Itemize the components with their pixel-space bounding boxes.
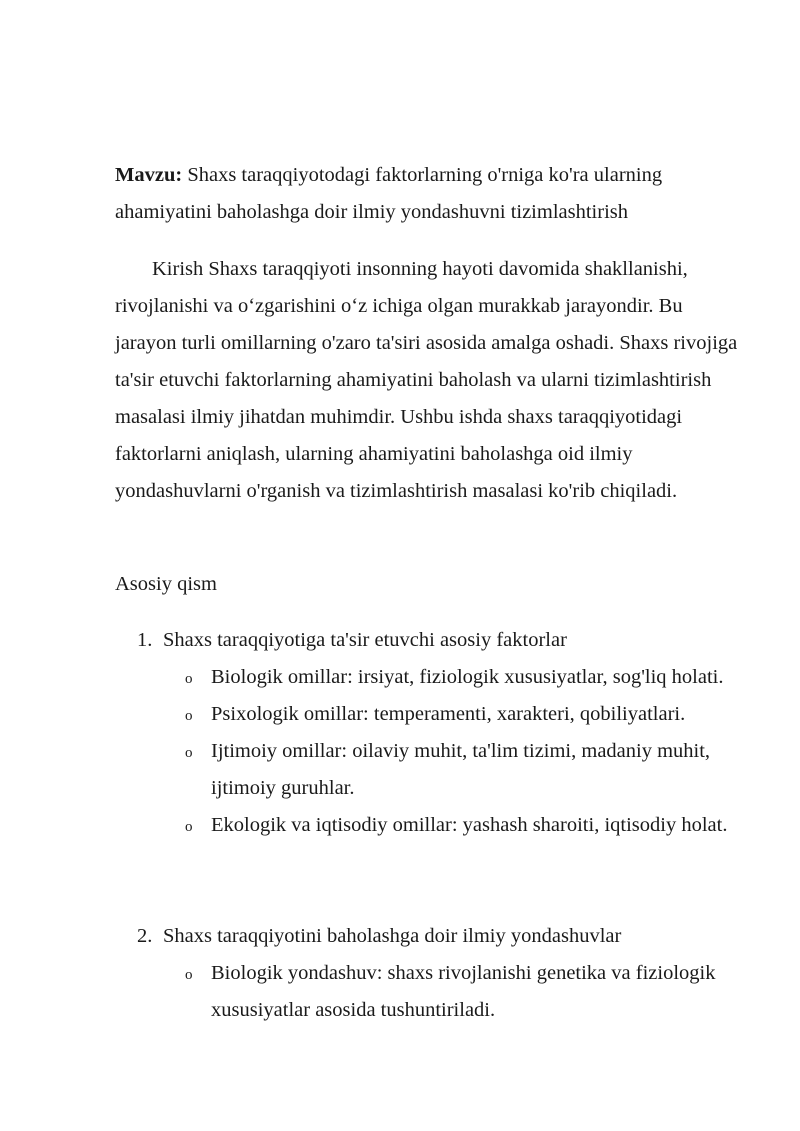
list-number: 2.: [137, 925, 153, 947]
bullet-marker: o: [185, 967, 193, 983]
list-number: 1.: [137, 629, 153, 651]
numbered-list-item-1: [115, 622, 755, 844]
sub-list-item-text: Psixologik omillar: temperamenti, xarakteri, qobiliyatlari.: [211, 703, 686, 725]
topic-text: Shaxs taraqqiyotodagi faktorlarning o'rniga ko'ra ularning ahamiyatini baholashga doir ilmiy yondashuvni tizimlashtirish: [115, 164, 663, 223]
bullet-marker: o: [185, 819, 193, 835]
sub-list: [115, 659, 755, 844]
sub-list-item-text: Ijtimoiy omillar: oilaviy muhit, ta'lim tizimi, madaniy muhit, ijtimoiy guruhlar.: [211, 740, 711, 799]
sub-list-item-text: Ekologik va iqtisodiy omillar: yashash sharoiti, iqtisodiy holat.: [211, 814, 728, 836]
sub-list-item: [115, 955, 755, 1029]
list-item: [115, 622, 755, 659]
bullet-marker: o: [185, 708, 193, 724]
topic-paragraph: [115, 157, 745, 231]
sub-list-item: [115, 733, 755, 807]
topic-label: Mavzu:: [115, 164, 183, 186]
sub-list-item-text: Biologik yondashuv: shaxs rivojlanishi genetika va fiziologik xususiyatlar asosida tushuntiriladi.: [211, 962, 716, 1021]
sub-list-item-text: Biologik omillar: irsiyat, fiziologik xususiyatlar, sog'liq holati.: [211, 666, 724, 688]
sub-list-item: [115, 659, 755, 696]
sub-list: [115, 955, 755, 1029]
numbered-list-item-2: [115, 918, 755, 1029]
list-item-heading: Shaxs taraqqiyotiga ta'sir etuvchi asosiy faktorlar: [163, 629, 567, 651]
bullet-marker: o: [185, 745, 193, 761]
list-item: [115, 918, 755, 955]
list-item-heading: Shaxs taraqqiyotini baholashga doir ilmiy yondashuvlar: [163, 925, 622, 947]
section-heading: Asosiy qism: [115, 573, 217, 595]
sub-list-item: [115, 807, 755, 844]
sub-list-item: [115, 696, 755, 733]
bullet-marker: o: [185, 671, 193, 687]
intro-paragraph: Kirish Shaxs taraqqiyoti insonning hayoti davomida shakllanishi, rivojlanishi va o‘zgarishini o‘z ichiga olgan murakkab jarayondir. Bu jarayon turli omillarning o'zaro ta'siri asosida amalga oshadi. Shaxs rivojiga ta'sir etuvchi faktorlarning ahamiyatini baholash va ularni tizimlashtirish masalasi ilmiy jihatdan muhimdir. Ushbu ishda shaxs taraqqiyotidagi faktorlarni aniqlash, ularning ahamiyatini baholashga oid ilmiy yondashuvlarni o'rganish va tizimlashtirish masalasi ko'rib chiqiladi.: [115, 258, 738, 502]
